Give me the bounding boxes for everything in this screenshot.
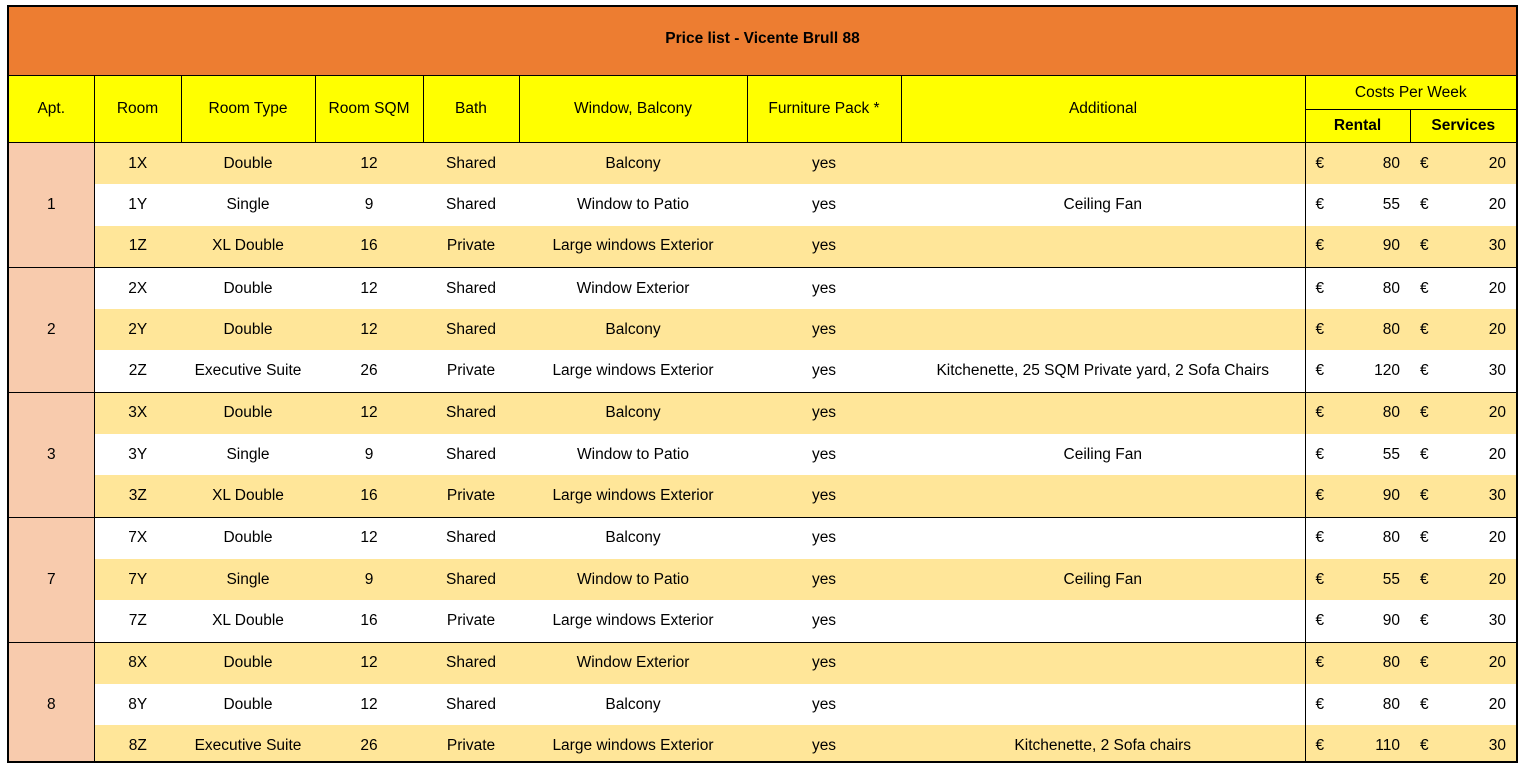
furniture-pack-cell: yes: [747, 350, 901, 392]
furniture-pack-cell: yes: [747, 143, 901, 185]
room-sqm-cell: 12: [315, 143, 423, 185]
rental-cell: 80: [1334, 309, 1410, 350]
apt-number-cell: 8: [9, 642, 94, 763]
furniture-pack-cell: yes: [747, 267, 901, 309]
additional-cell: [901, 392, 1305, 434]
services-currency-cell: €: [1410, 143, 1439, 185]
room-sqm-cell: 9: [315, 184, 423, 225]
window-balcony-cell: Window to Patio: [519, 559, 747, 600]
room-type-cell: Single: [181, 434, 315, 475]
services-currency-cell: €: [1410, 184, 1439, 225]
window-balcony-cell: Large windows Exterior: [519, 350, 747, 392]
bath-cell: Private: [423, 725, 519, 763]
table-row: [9, 309, 1516, 350]
furniture-pack-cell: yes: [747, 309, 901, 350]
services-currency-cell: €: [1410, 559, 1439, 600]
room-cell: 1Z: [94, 226, 181, 268]
furniture-pack-cell: yes: [747, 434, 901, 475]
room-cell: 7X: [94, 517, 181, 559]
rental-currency-cell: €: [1305, 475, 1334, 517]
furniture-pack-cell: yes: [747, 600, 901, 642]
services-cell: 20: [1439, 684, 1516, 725]
table-row: [9, 143, 1516, 185]
table-row: [9, 600, 1516, 642]
bath-cell: Private: [423, 600, 519, 642]
window-balcony-cell: Large windows Exterior: [519, 226, 747, 268]
window-balcony-cell: Window Exterior: [519, 267, 747, 309]
additional-cell: [901, 475, 1305, 517]
services-cell: 30: [1439, 725, 1516, 763]
table-row: [9, 184, 1516, 225]
furniture-pack-cell: yes: [747, 559, 901, 600]
room-sqm-cell: 9: [315, 434, 423, 475]
window-balcony-cell: Window to Patio: [519, 184, 747, 225]
bath-cell: Shared: [423, 309, 519, 350]
room-cell: 8Y: [94, 684, 181, 725]
room-type-cell: Single: [181, 559, 315, 600]
bath-cell: Private: [423, 475, 519, 517]
header-room-sqm: Room SQM: [315, 76, 423, 143]
rental-cell: 90: [1334, 226, 1410, 268]
services-currency-cell: €: [1410, 600, 1439, 642]
room-type-cell: XL Double: [181, 600, 315, 642]
services-cell: 20: [1439, 434, 1516, 475]
rental-cell: 80: [1334, 684, 1410, 725]
room-cell: 2Y: [94, 309, 181, 350]
furniture-pack-cell: yes: [747, 517, 901, 559]
header-room: Room: [94, 76, 181, 143]
room-type-cell: Single: [181, 184, 315, 225]
services-cell: 30: [1439, 600, 1516, 642]
additional-cell: Ceiling Fan: [901, 434, 1305, 475]
room-cell: 2X: [94, 267, 181, 309]
bath-cell: Shared: [423, 517, 519, 559]
rental-currency-cell: €: [1305, 725, 1334, 763]
rental-cell: 80: [1334, 143, 1410, 185]
header-additional: Additional: [901, 76, 1305, 143]
rental-currency-cell: €: [1305, 642, 1334, 684]
table-row: [9, 434, 1516, 475]
room-cell: 3Y: [94, 434, 181, 475]
header-services: Services: [1410, 110, 1516, 143]
room-type-cell: XL Double: [181, 475, 315, 517]
additional-cell: Ceiling Fan: [901, 184, 1305, 225]
table-row: [9, 517, 1516, 559]
window-balcony-cell: Large windows Exterior: [519, 475, 747, 517]
room-cell: 1X: [94, 143, 181, 185]
rental-cell: 55: [1334, 559, 1410, 600]
header-apt: Apt.: [9, 76, 94, 143]
rental-currency-cell: €: [1305, 143, 1334, 185]
room-cell: 3Z: [94, 475, 181, 517]
apt-number-cell: 7: [9, 517, 94, 642]
window-balcony-cell: Large windows Exterior: [519, 600, 747, 642]
apt-number-cell: 1: [9, 143, 94, 268]
rental-cell: 80: [1334, 517, 1410, 559]
rental-currency-cell: €: [1305, 226, 1334, 268]
rental-cell: 80: [1334, 392, 1410, 434]
services-cell: 30: [1439, 350, 1516, 392]
rental-cell: 110: [1334, 725, 1410, 763]
additional-cell: Kitchenette, 2 Sofa chairs: [901, 725, 1305, 763]
services-cell: 30: [1439, 475, 1516, 517]
room-cell: 3X: [94, 392, 181, 434]
room-type-cell: Double: [181, 143, 315, 185]
table-row: [9, 392, 1516, 434]
bath-cell: Shared: [423, 559, 519, 600]
bath-cell: Private: [423, 226, 519, 268]
services-currency-cell: €: [1410, 267, 1439, 309]
room-type-cell: Executive Suite: [181, 725, 315, 763]
services-cell: 20: [1439, 267, 1516, 309]
table-header: [9, 76, 1516, 143]
additional-cell: [901, 143, 1305, 185]
window-balcony-cell: Balcony: [519, 684, 747, 725]
table-row: [9, 684, 1516, 725]
header-bath: Bath: [423, 76, 519, 143]
rental-currency-cell: €: [1305, 392, 1334, 434]
window-balcony-cell: Balcony: [519, 392, 747, 434]
table-body: [9, 143, 1516, 764]
services-cell: 20: [1439, 184, 1516, 225]
rental-currency-cell: €: [1305, 350, 1334, 392]
table-row: [9, 725, 1516, 763]
rental-cell: 90: [1334, 600, 1410, 642]
additional-cell: [901, 684, 1305, 725]
rental-currency-cell: €: [1305, 684, 1334, 725]
services-currency-cell: €: [1410, 434, 1439, 475]
window-balcony-cell: Balcony: [519, 309, 747, 350]
room-type-cell: Executive Suite: [181, 350, 315, 392]
bath-cell: Shared: [423, 143, 519, 185]
bath-cell: Shared: [423, 267, 519, 309]
bath-cell: Shared: [423, 684, 519, 725]
room-type-cell: XL Double: [181, 226, 315, 268]
window-balcony-cell: Balcony: [519, 517, 747, 559]
services-cell: 20: [1439, 517, 1516, 559]
room-type-cell: Double: [181, 684, 315, 725]
rental-cell: 80: [1334, 642, 1410, 684]
rental-currency-cell: €: [1305, 309, 1334, 350]
services-cell: 30: [1439, 226, 1516, 268]
rental-currency-cell: €: [1305, 600, 1334, 642]
room-cell: 7Z: [94, 600, 181, 642]
window-balcony-cell: Large windows Exterior: [519, 725, 747, 763]
rental-cell: 80: [1334, 267, 1410, 309]
room-sqm-cell: 12: [315, 309, 423, 350]
furniture-pack-cell: yes: [747, 642, 901, 684]
rental-cell: 55: [1334, 184, 1410, 225]
services-currency-cell: €: [1410, 392, 1439, 434]
room-cell: 8X: [94, 642, 181, 684]
room-sqm-cell: 12: [315, 392, 423, 434]
furniture-pack-cell: yes: [747, 725, 901, 763]
table-row: [9, 642, 1516, 684]
window-balcony-cell: Balcony: [519, 143, 747, 185]
bath-cell: Shared: [423, 184, 519, 225]
services-cell: 20: [1439, 392, 1516, 434]
services-cell: 20: [1439, 309, 1516, 350]
additional-cell: [901, 600, 1305, 642]
services-currency-cell: €: [1410, 226, 1439, 268]
room-type-cell: Double: [181, 392, 315, 434]
header-window-balcony: Window, Balcony: [519, 76, 747, 143]
bath-cell: Shared: [423, 434, 519, 475]
additional-cell: [901, 226, 1305, 268]
room-cell: 2Z: [94, 350, 181, 392]
header-room-type: Room Type: [181, 76, 315, 143]
sheet-title-bar: [9, 7, 1516, 76]
room-sqm-cell: 16: [315, 600, 423, 642]
room-sqm-cell: 16: [315, 475, 423, 517]
room-sqm-cell: 16: [315, 226, 423, 268]
room-sqm-cell: 26: [315, 725, 423, 763]
table-row: [9, 226, 1516, 268]
rental-cell: 55: [1334, 434, 1410, 475]
room-sqm-cell: 12: [315, 684, 423, 725]
additional-cell: [901, 267, 1305, 309]
rental-currency-cell: €: [1305, 267, 1334, 309]
additional-cell: [901, 642, 1305, 684]
services-currency-cell: €: [1410, 350, 1439, 392]
bath-cell: Private: [423, 350, 519, 392]
bath-cell: Shared: [423, 642, 519, 684]
services-currency-cell: €: [1410, 684, 1439, 725]
services-currency-cell: €: [1410, 725, 1439, 763]
room-type-cell: Double: [181, 517, 315, 559]
window-balcony-cell: Window Exterior: [519, 642, 747, 684]
room-type-cell: Double: [181, 642, 315, 684]
header-costs-per-week: Costs Per Week: [1305, 76, 1516, 110]
furniture-pack-cell: yes: [747, 184, 901, 225]
bath-cell: Shared: [423, 392, 519, 434]
apt-number-cell: 3: [9, 392, 94, 517]
room-sqm-cell: 12: [315, 267, 423, 309]
room-sqm-cell: 12: [315, 642, 423, 684]
rental-cell: 120: [1334, 350, 1410, 392]
table-row: [9, 267, 1516, 309]
room-cell: 1Y: [94, 184, 181, 225]
rental-currency-cell: €: [1305, 559, 1334, 600]
furniture-pack-cell: yes: [747, 684, 901, 725]
header-rental: Rental: [1305, 110, 1410, 143]
additional-cell: [901, 309, 1305, 350]
furniture-pack-cell: yes: [747, 226, 901, 268]
table-row: [9, 475, 1516, 517]
room-type-cell: Double: [181, 267, 315, 309]
rental-currency-cell: €: [1305, 517, 1334, 559]
room-cell: 8Z: [94, 725, 181, 763]
services-currency-cell: €: [1410, 517, 1439, 559]
table-row: [9, 350, 1516, 392]
additional-cell: Ceiling Fan: [901, 559, 1305, 600]
room-sqm-cell: 26: [315, 350, 423, 392]
services-cell: 20: [1439, 559, 1516, 600]
room-sqm-cell: 12: [315, 517, 423, 559]
services-currency-cell: €: [1410, 475, 1439, 517]
table-row: [9, 559, 1516, 600]
room-type-cell: Double: [181, 309, 315, 350]
price-list-sheet: [7, 5, 1518, 763]
sheet-title: Price list - Vicente Brull 88: [665, 30, 860, 47]
rental-currency-cell: €: [1305, 434, 1334, 475]
furniture-pack-cell: yes: [747, 475, 901, 517]
services-cell: 20: [1439, 642, 1516, 684]
room-sqm-cell: 9: [315, 559, 423, 600]
services-currency-cell: €: [1410, 309, 1439, 350]
header-furniture-pack: Furniture Pack *: [747, 76, 901, 143]
furniture-pack-cell: yes: [747, 392, 901, 434]
services-currency-cell: €: [1410, 642, 1439, 684]
price-table: [9, 76, 1516, 763]
room-cell: 7Y: [94, 559, 181, 600]
rental-cell: 90: [1334, 475, 1410, 517]
apt-number-cell: 2: [9, 267, 94, 392]
services-cell: 20: [1439, 143, 1516, 185]
rental-currency-cell: €: [1305, 184, 1334, 225]
additional-cell: Kitchenette, 25 SQM Private yard, 2 Sofa Chairs: [901, 350, 1305, 392]
window-balcony-cell: Window to Patio: [519, 434, 747, 475]
additional-cell: [901, 517, 1305, 559]
